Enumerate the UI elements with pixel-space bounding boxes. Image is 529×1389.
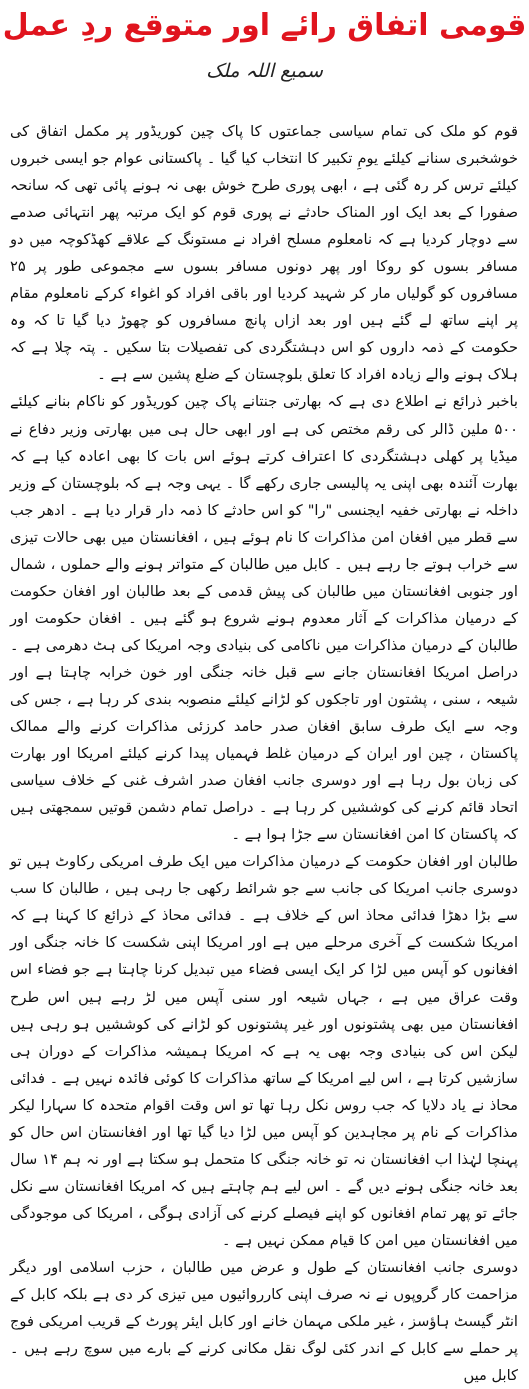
article-paragraph: طالبان اور افغان حکومت کے درمیان مذاکرات میں ایک طرف امریکی رکاوٹ ہیں تو دوسری جانب امریکا کی جانب سے جو شرائط رکھی جا رہی ہیں ، طالبان کا سب سے بڑا دھڑا فدائی محاذ اس کے خلاف ہے ۔ فدائی محاذ کے ذرائع کا کہنا ہے کہ امریکا شکست کے آخری مرحلے میں ہے اور امریکا اپنی شکست کا خانہ جنگی اور افغانوں کو آپس میں لڑا کر ایک ایسی فضاء میں تبدیل کرنا چاہتا ہے جو فضاء اس وقت عراق میں ہے ، جہاں شیعہ اور سنی آپس میں لڑ رہے ہیں اس طرح افغانستان میں بھی پشتونوں اور غیر پشتونوں کو لڑانے کی کوششیں ہو رہی ہیں لیکن اس کی بنیادی وجہ بھی یہ ہے کہ امریکا ہمیشہ مذاکرات کے دوران ہی سازشیں کرتا ہے ، اس لیے امریکا کے ساتھ مذاکرات کا کوئی فائدہ نہیں ہے ۔ فدائی محاذ نے یاد دلایا کہ جب روس نکل رہا تھا تو اس وقت اقوام متحدہ کا سہارا لیکر مذاکرات کے نام پر مجاہدین کو آپس میں لڑا دیا گیا تھا اور افغانستان اس حال کو پہنچا لہٰذا اب افغانستان نہ تو خانہ جنگی کا متحمل ہو سکتا ہے اور نہ ہم ۱۴ سال بعد خانہ جنگی ہونے دیں گے ۔ اس لیے ہم چاہتے ہیں کہ امریکا افغانستان سے نکل جائے تو پھر تمام افغانوں کو اپنے فیصلے کرنے کی آزادی ہوگی ، امریکا کی موجودگی میں افغانستان میں امن کا قیام ممکن نہیں ہے ۔ (10, 853, 518, 1249)
author-byline: سمیع اللہ ملک (206, 60, 323, 82)
article-paragraph: دوسری جانب افغانستان کے طول و عرض میں طالبان ، حزب اسلامی اور دیگر مزاحمت کار گروپوں نے نہ صرف اپنی کارروائیوں میں تیزی کر دی ہے بلکہ کابل کے انٹر گیسٹ ہاؤسز ، غیر ملکی مہمان خانے اور کابل ایئر پورٹ کے قریب امریکی فوج پر حملے سے کابل کے اندر کئی لوگ نقل مکانی کرنے کے بارے میں سوچ رہے ہیں ۔ کابل میں (10, 1258, 518, 1385)
article-paragraph: باخبر ذرائع نے اطلاع دی ہے کہ بھارتی جنتانے پاک چین کوریڈور کو ناکام بنانے کیلئے ۵۰۰ ملین ڈالر کی رقم مختص کی ہے اور ابھی حال ہی میں بھارتی وزیر دفاع نے میڈیا پر کھلی دہشتگردی کا اعتراف کرتے ہوئے اس بات کا بھی اعادہ کیا ہے کہ بھارت آئندہ بھی اپنی یہ پالیسی جاری رکھے گا ۔ یہی وجہ ہے کہ بلوچستان کے وزیر داخلہ نے بھارتی خفیہ ایجنسی "را" کو اس حادثے کا ذمہ دار قرار دیا ہے ۔ ادھر جب سے قطر میں افغان امن مذاکرات کا نام ہوئے ہیں ، افغانستان میں بھی حالات تیزی سے خراب ہوتے جا رہے ہیں ۔ کابل میں طالبان کے متواتر ہونے والے حملوں ، شمال اور جنوبی افغانستان میں طالبان کی پیش قدمی کے بعد طالبان اور افغان حکومت کے درمیان مذاکرات کے آثار معدوم ہونے شروع ہو گئے ہیں ۔ افغان حکومت اور طالبان کے درمیان مذاکرات میں ناکامی کی بنیادی وجہ امریکا کی ہٹ دھرمی ہے ۔ دراصل امریکا افغانستان جانے سے قبل خانہ جنگی اور خون خرابہ چاہتا ہے اور شیعہ ، سنی ، پشتون اور تاجکوں کو لڑانے کیلئے منصوبہ بندی کر رہا ہے ، جس کی وجہ سے ایک طرف سابق افغان صدر حامد کرزئی مذاکرات کرنے والے ممالک پاکستان ، چین اور ایران کے درمیان غلط فہمیاں پیدا کرنے کیلئے امریکا اور بھارت کی زبان بول رہا ہے اور دوسری جانب افغان صدر اشرف غنی کے خلاف سیاسی اتحاد قائم کرنے کی کوششیں کر رہا ہے ۔ دراصل تمام دشمن قوتیں سمجھتی ہیں کہ پاکستان کا امن افغانستان سے جڑا ہوا ہے ۔ (10, 393, 518, 844)
article-paragraph: قوم کو ملک کی تمام سیاسی جماعتوں کا پاک چین کوریڈور پر مکمل اتفاق کی خوشخبری سنانے کیلئے یومِ تکبیر کا انتخاب کیا گیا ۔ پاکستانی عوام جو ایسی خبروں کیلئے ترس کر رہ گئی ہے ، ابھی پوری طرح خوش بھی نہ ہونے پائی تھی کہ سانحہ صفورا کے بعد ایک اور المناک حادثے نے پوری قوم کو ایک مرتبہ پھر انتہائی صدمے سے دوچار کردیا ہے کہ نامعلوم مسلح افراد نے مستونگ کے علاقے کھڈکوچہ میں دو مسافر بسوں کو روکا اور پھر دونوں مسافر بسوں سے مجموعی طور پر ۲۵ مسافروں کو گولیاں مار کر شہید کردیا اور باقی افراد کو اغواء کرکے نامعلوم مقام پر اپنے ساتھ لے گئے ہیں اور بعد ازاں پانچ مسافروں کو چھوڑ دیا گیا تا کہ وہ حکومت کے ذمہ داروں کو اس دہشتگردی کی تفصیلات بتا سکیں ۔ پتہ چلا ہے کہ ہلاک ہونے والے زیادہ افراد کا تعلق بلوچستان کے ضلع پشین سے ہے ۔ (10, 123, 518, 384)
article-headline: قومی اتفاق رائے اور متوقع ردِ عمل (2, 8, 527, 43)
article-body (10, 118, 518, 1385)
